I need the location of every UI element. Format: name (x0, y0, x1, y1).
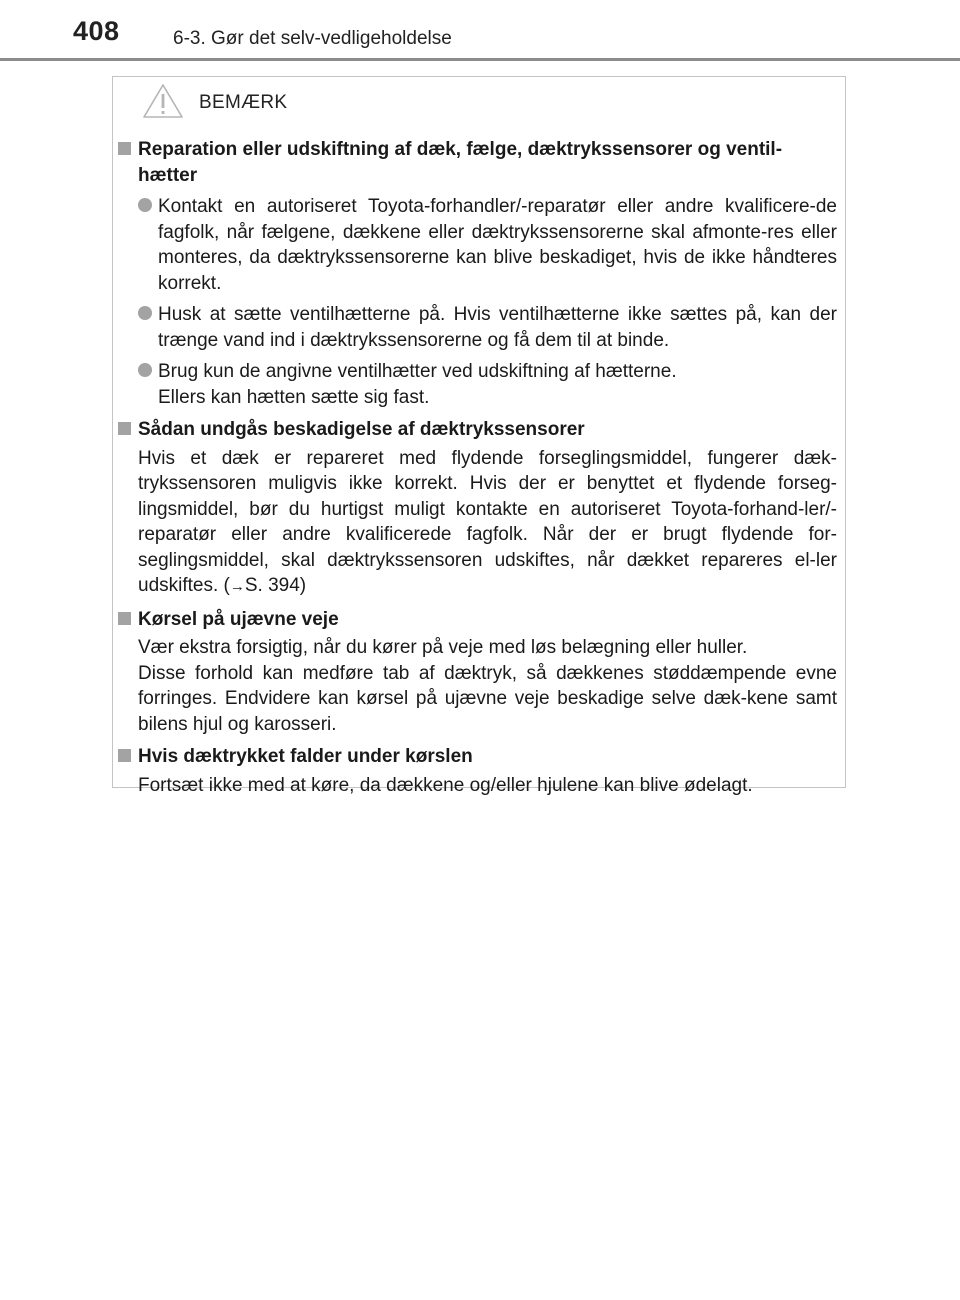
section-title: 6-3. Gør det selv-vedligeholdelse (173, 28, 452, 49)
page-number: 408 (73, 16, 120, 46)
section-paragraph (138, 446, 837, 600)
notice-box (112, 76, 846, 796)
square-bullet-icon (118, 612, 131, 625)
paragraph-text: Disse forhold kan medføre tab af dæktryk, så dækkenes støddæmpende evne forringes. Endvidere kan kørsel på ujævne veje beskadige selve dæk-kene samt bilens hjul og karosseri. (138, 662, 837, 735)
square-bullet-icon (118, 422, 131, 435)
section-pressure-drop (113, 744, 845, 798)
section-paragraph (138, 661, 837, 738)
section-paragraph (138, 635, 837, 661)
circle-bullet-icon (138, 306, 152, 320)
section-rough-roads (113, 607, 845, 738)
paragraph-text: Hvis et dæk er repareret med flydende forseglingsmiddel, fungerer dæk-trykssensoren muligvis ikke korrekt. Hvis der er benyttet et flydende forseg-lingsmiddel, bør du hurtigst muligt kontakte en autoriseret Toyota-forhand-ler/-reparatør eller andre kvalificerede fagfolk. Når der er brugt flydende for-seglingsmiddel, skal dæktrykssensoren udskiftes, når dækket repareres el-ler udskiftes. ( (138, 447, 837, 596)
section-sensor-damage (113, 417, 845, 600)
arrow-right-icon: → (229, 578, 245, 595)
list-item (138, 359, 837, 410)
section-heading: Hvis dæktrykket falder under kørslen (138, 746, 473, 767)
square-bullet-icon (118, 749, 131, 762)
circle-bullet-icon (138, 363, 152, 377)
paragraph-text: Fortsæt ikke med at køre, da dækkene og/eller hjulene kan blive ødelagt. (138, 774, 753, 796)
paragraph-text: Vær ekstra forsigtig, når du kører på veje med løs belægning eller huller. (138, 637, 748, 658)
section-paragraph (138, 773, 837, 799)
list-item (138, 302, 837, 353)
circle-bullet-icon (138, 198, 152, 212)
header-rule (0, 58, 960, 61)
page-reference-link[interactable]: S. 394) (244, 575, 307, 596)
section-heading: Sådan undgås beskadigelse af dæktrykssensorer (138, 419, 585, 440)
list-item-text: Brug kun de angivne ventilhætter ved udskiftning af hætterne. (158, 361, 677, 382)
notice-label: BEMÆRK (199, 92, 288, 113)
square-bullet-icon (118, 142, 131, 155)
warning-triangle-icon (142, 83, 184, 119)
notice-content (113, 137, 845, 805)
list-item-text: Ellers kan hætten sætte sig fast. (158, 386, 430, 408)
section-heading: Reparation eller udskiftning af dæk, fælge, dæktrykssensorer og ventil-hætter (138, 139, 783, 186)
page-header (0, 0, 960, 62)
list-item (138, 194, 837, 296)
list-item-text: Husk at sætte ventilhætterne på. Hvis ventilhætterne ikke sættes på, kan der trænge vand ind i dæktrykssensorerne og få dem til at binde. (158, 304, 837, 351)
section-heading: Kørsel på ujævne veje (138, 608, 339, 630)
section-tire-replacement (113, 137, 845, 410)
list-item-text: Kontakt en autoriseret Toyota-forhandler/-reparatør eller andre kvalificere-de fagfolk, når fælgene, dækkene eller dæktrykssensorerne skal afmonte-res eller monteres, da dæktrykssensorerne kan blive beskadiget, hvis de ikke håndteres korrekt. (158, 196, 837, 294)
